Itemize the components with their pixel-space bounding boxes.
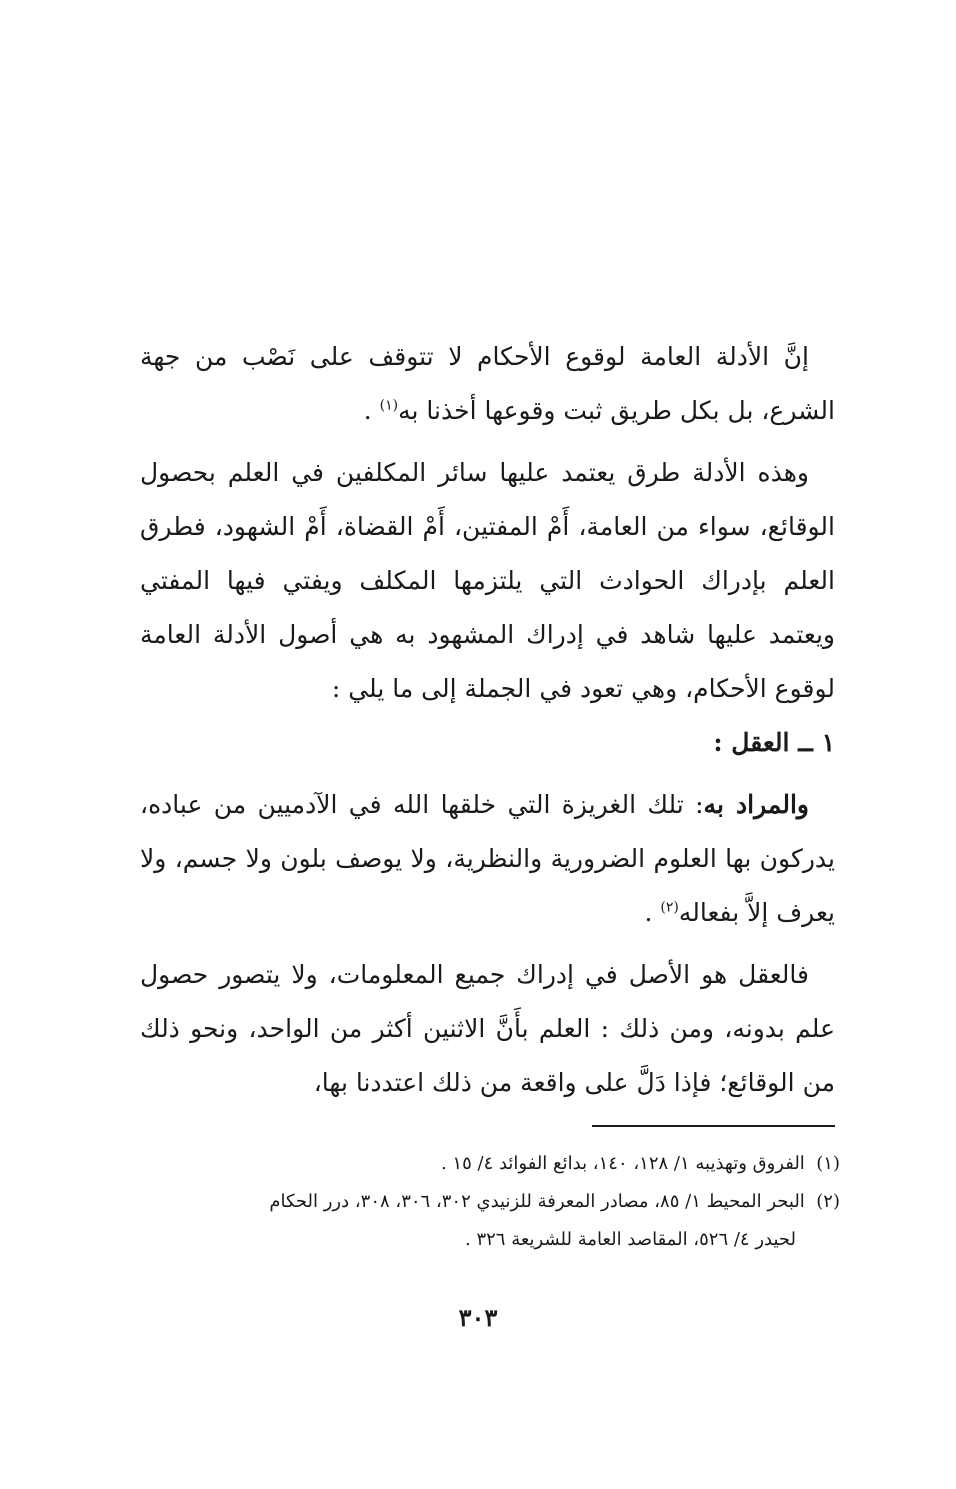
footnote-divider xyxy=(592,1125,835,1127)
paragraph-3-lead: والمراد به xyxy=(703,790,810,819)
paragraph-1-text: إنَّ الأدلة العامة لوقوع الأحكام لا تتوقف على نَصْب من جهة الشرع، بل بكل طريق ثبت وقوعها أخذنا به xyxy=(140,342,835,425)
footnote-1 xyxy=(140,1145,840,1183)
paragraph-1-end: . xyxy=(363,396,380,425)
paragraph-4: فالعقل هو الأصل في إدراك جميع المعلومات، ولا يتصور حصول علم بدونه، ومن ذلك : العلم بأَنَّ الاثنين أكثر من الواحد، ونحو ذلك من الوقائع؛ فإذا دَلَّ على واقعة من ذلك اعتددنا بها، xyxy=(140,960,835,1097)
footnote-2-continuation: لحيدر ٤/ ٥٢٦، المقاصد العامة للشريعة ٣٢٦ . xyxy=(465,1229,796,1250)
page-number: ٣٠٣ xyxy=(458,1303,498,1332)
footnote-1-text: الفروق وتهذيبه ١/ ١٢٨، ١٤٠، بدائع الفوائد ٤/ ١٥ . xyxy=(440,1153,805,1174)
footnote-2-number: (٢) xyxy=(816,1191,840,1212)
section-heading: ١ ــ العقل : xyxy=(713,728,835,757)
paragraph-3 xyxy=(140,778,835,940)
footnote-2-text: البحر المحيط ١/ ٨٥، مصادر المعرفة للزنيدي ٣٠٢، ٣٠٦، ٣٠٨، درر الحكام xyxy=(269,1191,805,1212)
footnote-2 xyxy=(140,1183,840,1221)
footnote-1-number: (١) xyxy=(816,1153,840,1174)
footnote-ref-2: (٢) xyxy=(660,899,679,916)
footnotes xyxy=(140,1145,840,1259)
paragraph-3-text: : تلك الغريزة التي خلقها الله في الآدميين من عباده، يدركون بها العلوم الضرورية والنظرية، ولا يوصف بلون ولا جسم، ولا يعرف إلاَّ بفعاله xyxy=(140,790,835,927)
paragraph-2: وهذه الأدلة طرق يعتمد عليها سائر المكلفين في العلم بحصول الوقائع، سواء من العامة، أَمْ المفتين، أَمْ القضاة، أَمْ الشهود، فطرق العلم بإدراك الحوادث التي يلتزمها المكلف ويفتي فيها المفتي ويعتمد عليها شاهد في إدراك المشهود به هي أصول الأدلة العامة لوقوع الأحكام، وهي تعود في الجملة إلى ما يلي : xyxy=(140,458,835,703)
main-text xyxy=(140,330,835,1110)
footnote-ref-1: (١) xyxy=(379,397,399,414)
paragraph-3-end: . xyxy=(644,898,661,927)
paragraph-1 xyxy=(140,330,835,438)
